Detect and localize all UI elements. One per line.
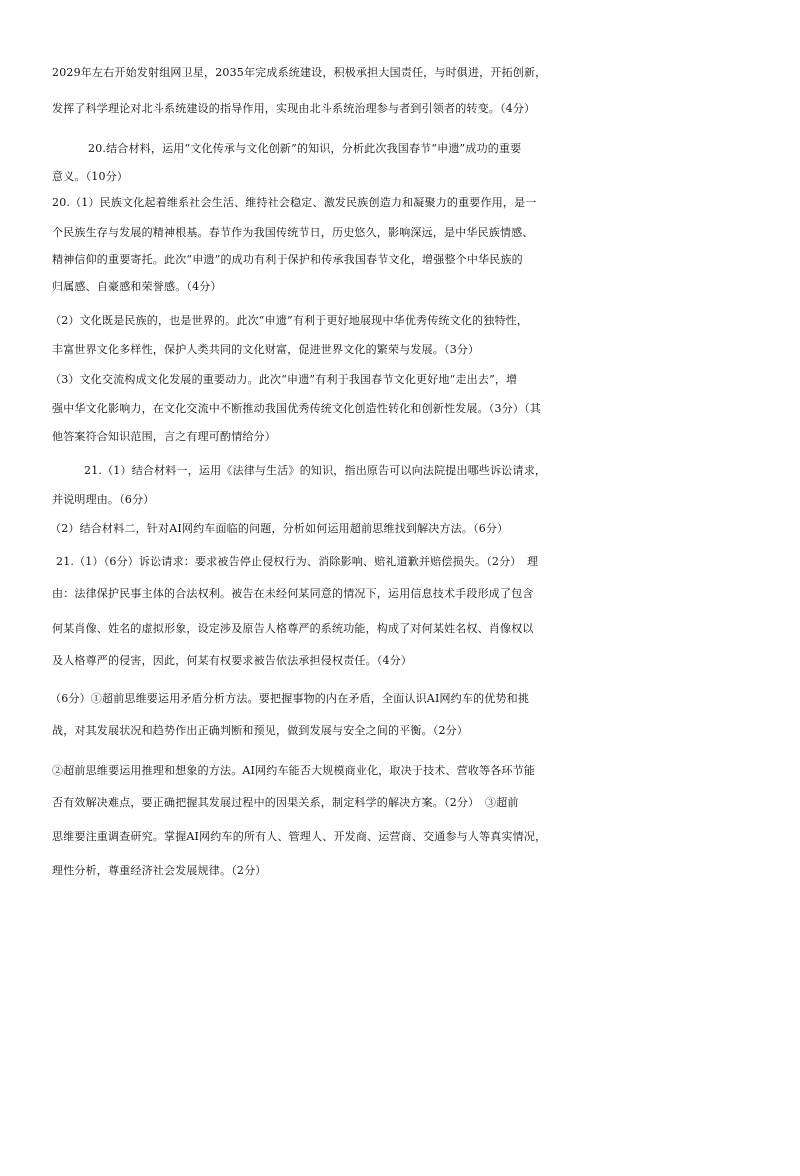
answer-21-line: 21.（1）（6分）诉讼请求：要求被告停止侵权行为、消除影响、赔礼道歉并赔偿损失。（2分） 理 bbox=[56, 555, 539, 568]
question-20-line: 20.结合材料，运用“文化传承与文化创新”的知识，分析此次我国春节“申遗”成功的重要 bbox=[88, 142, 522, 155]
text-line: 并说明理由。（6分） bbox=[52, 493, 155, 506]
text-line: 战，对其发展状况和趋势作出正确判断和预见，做到发展与安全之间的平衡。（2分） bbox=[52, 724, 469, 737]
text-line: 意义。（10分） bbox=[52, 170, 129, 183]
text-line: 强中华文化影响力，在文化交流中不断推动我国优秀传统文化创造性转化和创新性发展。（3分）（其 bbox=[52, 402, 541, 415]
text-line: 他答案符合知识范围，言之有理可酌情给分） bbox=[52, 430, 276, 443]
text-line: （6分）①超前思维要运用矛盾分析方法。要把握事物的内在矛盾，全面认识AI网约车的优势和挑 bbox=[50, 692, 530, 705]
text-line: 2029年左右开始发射组网卫星，2035年完成系统建设，积极承担大国责任，与时俱进，开拓创新， bbox=[52, 66, 547, 79]
text-line: ②超前思维要运用推理和想象的方法。AI网约车能否大规模商业化，取决于技术、营收等各环节能 bbox=[52, 764, 536, 777]
text-line: 个民族生存与发展的精神根基。春节作为我国传统节日，历史悠久，影响深远，是中华民族情感、 bbox=[52, 226, 534, 239]
text-line: 理性分析，尊重经济社会发展规律。（2分） bbox=[52, 864, 267, 877]
text-line: 思维要注重调查研究。掌握AI网约车的所有人、管理人、开发商、运营商、交通参与人等真实情况， bbox=[52, 830, 547, 843]
text-line: 由：法律保护民事主体的合法权利。被告在未经何某同意的情况下，运用信息技术手段形成了包含 bbox=[52, 587, 534, 600]
text-line: 丰富世界文化多样性，保护人类共同的文化财富，促进世界文化的繁荣与发展。（3分） bbox=[52, 343, 480, 356]
text-line: （2）结合材料二，针对AI网约车面临的问题，分析如何运用超前思维找到解决方法。（6分） bbox=[50, 522, 509, 535]
text-line: 及人格尊严的侵害，因此，何某有权要求被告依法承担侵权责任。（4分） bbox=[52, 654, 413, 667]
text-line: 精神信仰的重要寄托。此次“申遗”的成功有利于保护和传承我国春节文化，增强整个中华民族的 bbox=[52, 253, 523, 266]
text-line: 否有效解决难点，要正确把握其发展过程中的因果关系，制定科学的解决方案。（2分） ③超前 bbox=[52, 796, 519, 809]
question-21-line: 21.（1）结合材料一，运用《法律与生活》的知识，指出原告可以向法院提出哪些诉讼请求， bbox=[84, 464, 547, 477]
text-line: 发挥了科学理论对北斗系统建设的指导作用，实现由北斗系统治理参与者到引领者的转变。（4分） bbox=[52, 102, 536, 115]
text-line: 归属感、自豪感和荣誉感。（4分） bbox=[52, 280, 222, 293]
text-line: （2）文化既是民族的，也是世界的。此次“申遗”有利于更好地展现中华优秀传统文化的独特性， bbox=[50, 314, 529, 327]
text-line: （3）文化交流构成文化发展的重要动力。此次“申遗”有利于我国春节文化更好地“走出去”，增 bbox=[50, 373, 518, 386]
answer-20-line: 20.（1）民族文化起着维系社会生活、维持社会稳定、激发民族创造力和凝聚力的重要作用，是一 bbox=[52, 196, 537, 209]
text-line: 何某肖像、姓名的虚拟形象，设定涉及原告人格尊严的系统功能，构成了对何某姓名权、肖像权以 bbox=[52, 622, 534, 635]
